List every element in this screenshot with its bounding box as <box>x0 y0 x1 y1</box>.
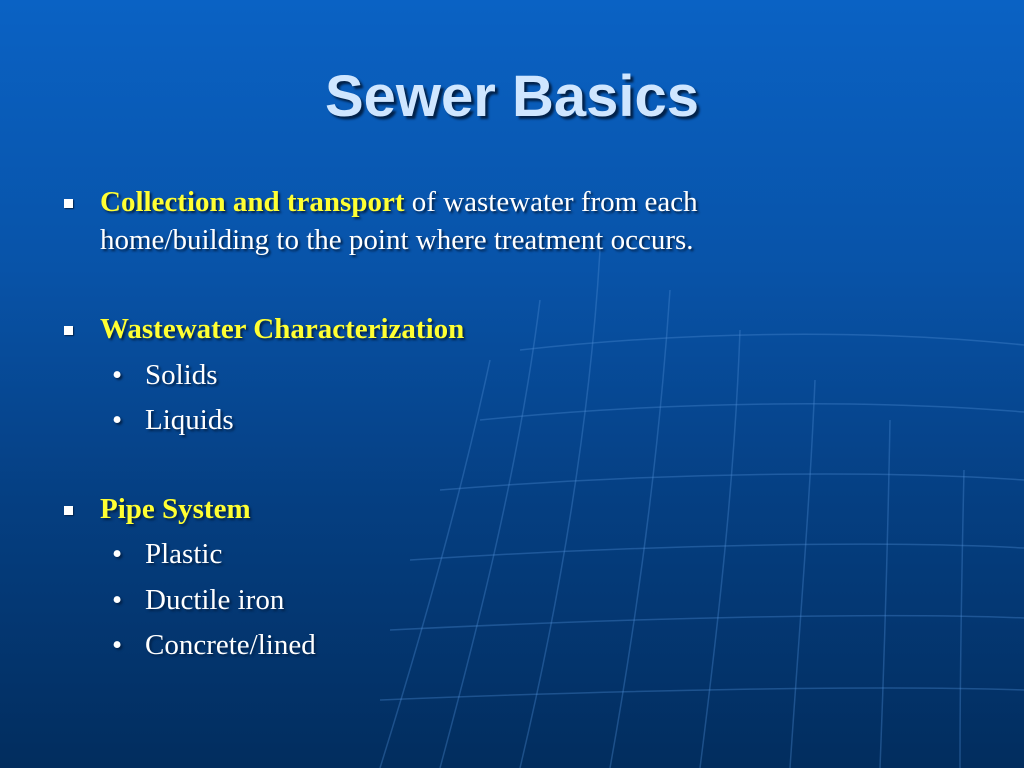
dot-bullet-icon: • <box>112 629 123 661</box>
sub-bullet-item <box>0 626 1024 666</box>
sub-bullet-text: Liquids <box>145 404 234 436</box>
square-bullet-icon <box>64 506 73 515</box>
sub-bullet-text: Solids <box>145 359 218 391</box>
bullet-body: of wastewater from each home/building to the point where treatment occurs. <box>100 186 698 256</box>
sub-bullet-text: Ductile iron <box>145 584 285 616</box>
sub-bullet-item <box>0 535 1024 575</box>
dot-bullet-icon: • <box>112 404 123 436</box>
dot-bullet-icon: • <box>112 584 123 616</box>
bullet-highlight: Pipe System <box>100 493 251 525</box>
dot-bullet-icon: • <box>112 359 123 391</box>
bullet-highlight: Collection and transport <box>100 186 405 218</box>
slide-title: Sewer Basics <box>324 64 700 129</box>
sub-bullet-item <box>0 356 1024 396</box>
sub-bullet-text: Concrete/lined <box>145 629 316 661</box>
bullet-text <box>100 183 860 259</box>
dot-bullet-icon: • <box>112 538 123 570</box>
sub-bullet-item <box>0 401 1024 441</box>
sub-bullet-item <box>0 581 1024 621</box>
square-bullet-icon <box>64 326 73 335</box>
bullet-text <box>100 490 860 528</box>
sub-bullet-text: Plastic <box>145 538 223 570</box>
bullet-highlight: Wastewater Characterization <box>100 313 465 345</box>
square-bullet-icon <box>64 199 73 208</box>
bullet-text <box>100 310 860 348</box>
